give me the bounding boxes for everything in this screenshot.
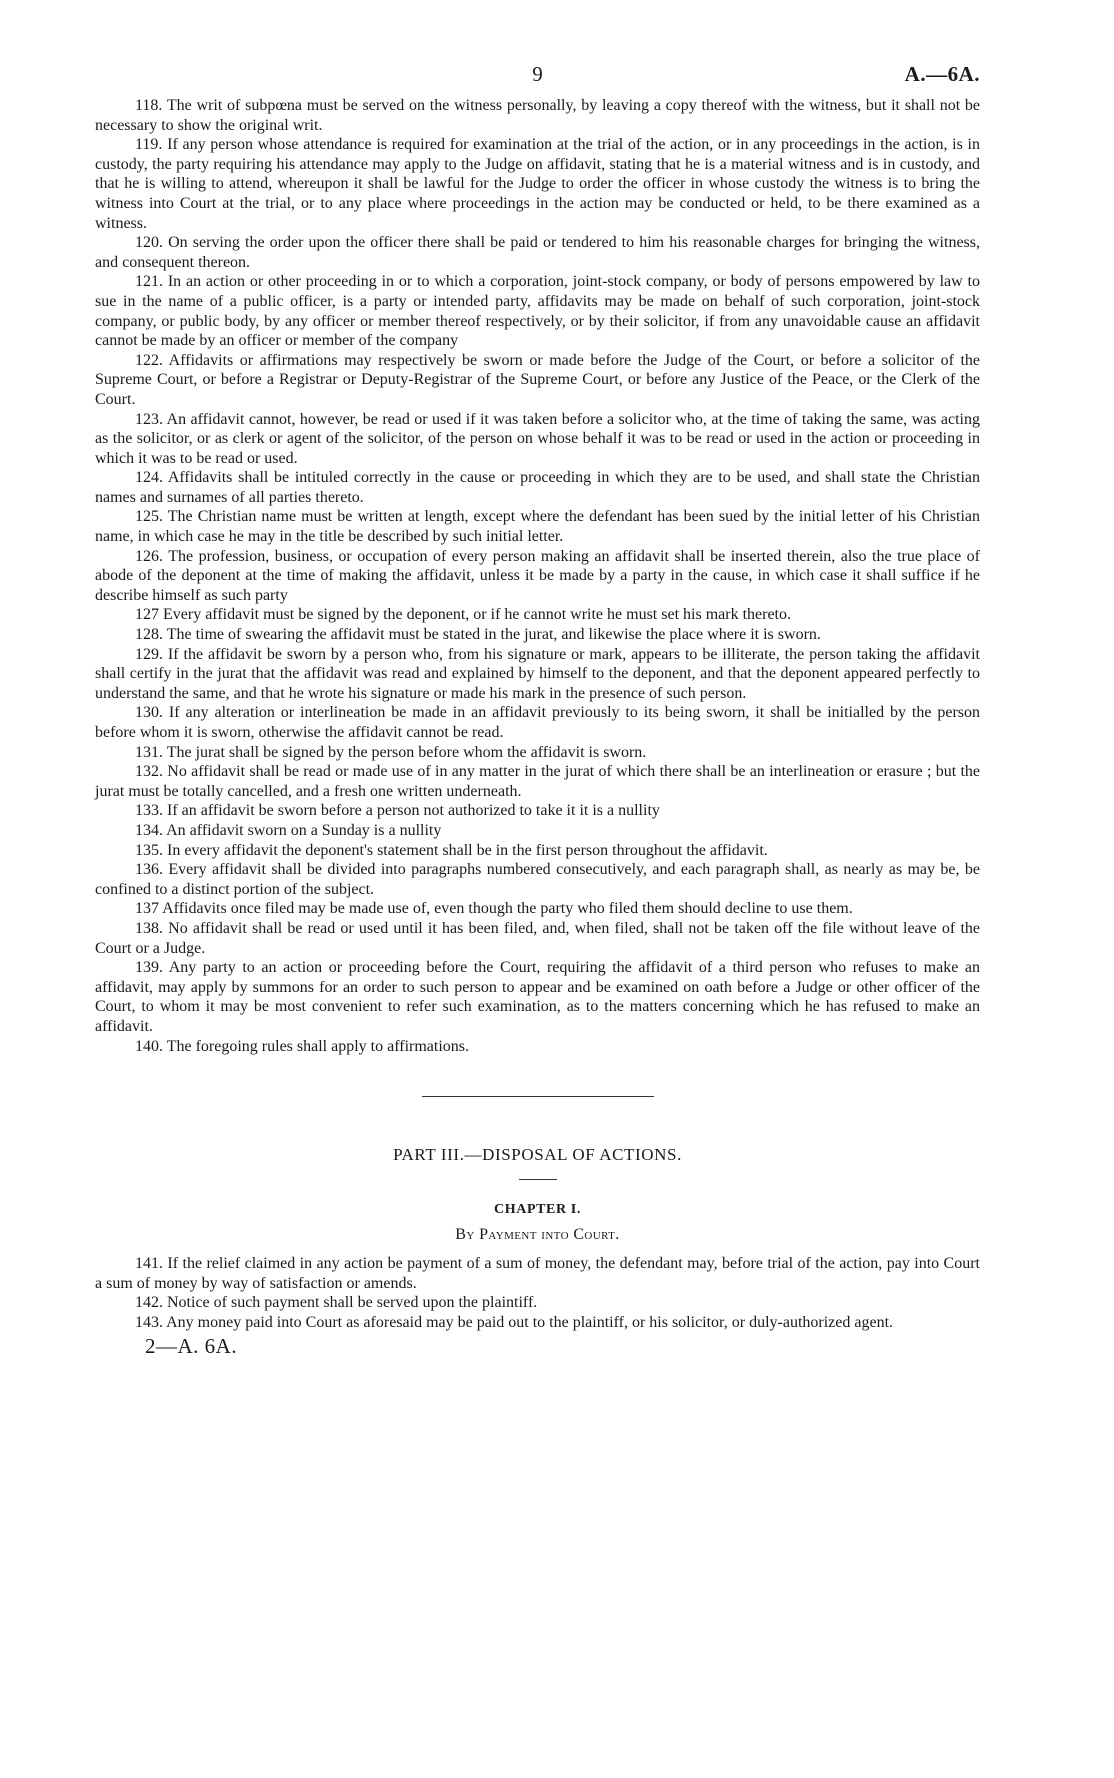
paragraph-134: 134. An affidavit sworn on a Sunday is a nullity bbox=[135, 821, 442, 839]
paragraph-138: 138. No affidavit shall be read or used until it has been filed, and, when filed, shall not be taken off the file without leave of the Court or a Judge. bbox=[95, 919, 980, 957]
section-divider bbox=[422, 1096, 654, 1097]
chapter-title: By Payment into Court. bbox=[455, 1226, 620, 1244]
paragraph-131: 131. The jurat shall be signed by the person before whom the affidavit is sworn. bbox=[135, 743, 647, 761]
paragraph-128: 128. The time of swearing the affidavit must be stated in the jurat, and likewise the place where it is sworn. bbox=[135, 626, 821, 644]
part-heading: PART III.—DISPOSAL OF ACTIONS. bbox=[393, 1145, 682, 1165]
paragraph-133: 133. If an affidavit be sworn before a person not authorized to take it it is a nullity bbox=[135, 802, 660, 820]
heading-divider bbox=[519, 1179, 557, 1180]
document-reference: A.—6A. bbox=[904, 62, 980, 86]
paragraph-119: 119. If any person whose attendance is required for examination at the trial of the action, or in any proceedings in the action, is in custody, the party requiring his attendance may apply to the Judge on affidavit, stating that he is a material witness and is in custody, and that he is willing to attend, whereupon it shall be lawful for the Judge to order the officer in whose custody the witness is to bring the witness into Court at the trial, or to any place where proceedings in the action may be conducted or held, to be there examined as a witness. bbox=[95, 136, 980, 232]
document-page bbox=[95, 62, 980, 1359]
paragraph-139: 139. Any party to an action or proceeding before the Court, requiring the affidavit of a third person who refuses to make an affidavit, may apply by summons for an order to such person to appear and be examined on oath before a Judge or other officer of the Court, to whom it may be most convenient to refer such examination, as to the matters concerning which he has refused to make an affidavit. bbox=[95, 959, 980, 1035]
paragraph-141: 141. If the relief claimed in any action be payment of a sum of money, the defendant may, before trial of the action, pay into Court a sum of money by way of satisfaction or amends. bbox=[95, 1255, 980, 1292]
paragraph-126: 126. The profession, business, or occupation of every person making an affidavit shall be inserted therein, also the true place of abode of the deponent at the time of making the affidavit, unless it be made by a party in the cause, in which case it shall suffice if he describe himself as such party bbox=[95, 547, 980, 604]
paragraph-130: 130. If any alteration or interlineation be made in an affidavit previously to its being sworn, it shall be initialled by the person before whom it is sworn, otherwise the affidavit cannot be read. bbox=[95, 704, 980, 741]
paragraph-132: 132. No affidavit shall be read or made use of in any matter in the jurat of which there shall be an interlineation or erasure ; but the jurat must be totally cancelled, and a fresh one written underneath. bbox=[95, 763, 980, 800]
paragraph-118: 118. The writ of subpœna must be served on the witness personally, by leaving a copy thereof with the witness, but it shall not be necessary to show the original writ. bbox=[95, 97, 980, 134]
paragraph-143: 143. Any money paid into Court as aforesaid may be paid out to the plaintiff, or his solicitor, or duly-authorized agent. bbox=[135, 1313, 894, 1331]
paragraph-129: 129. If the affidavit be sworn by a person who, from his signature or mark, appears to be illiterate, the person taking the affidavit shall certify in the jurat that the affidavit was read and explained by himself to the deponent, and that the deponent appeared perfectly to understand the same, and that he wrote his signature or made his mark in the presence of such person. bbox=[95, 645, 980, 702]
chapter-heading: CHAPTER I. bbox=[494, 1202, 581, 1218]
paragraph-136: 136. Every affidavit shall be divided into paragraphs numbered consecutively, and each paragraph shall, as nearly as may be, be confined to a distinct portion of the subject. bbox=[95, 861, 980, 898]
page-number: 9 bbox=[532, 62, 543, 86]
part2-body bbox=[95, 96, 980, 1056]
paragraph-123: 123. An affidavit cannot, however, be read or used if it was taken before a solicitor who, at the time of taking the same, was acting as the solicitor, or as clerk or agent of the solicitor, of the person on whose behalf it was to be read or used in the action or proceeding in which it was to be read or used. bbox=[95, 410, 980, 467]
paragraph-124: 124. Affidavits shall be intituled correctly in the cause or proceeding in which they are to be used, and shall state the Christian names and surnames of all parties thereto. bbox=[95, 469, 980, 506]
paragraph-137: 137 Affidavits once filed may be made use of, even though the party who filed them should decline to use them. bbox=[135, 900, 853, 918]
paragraph-127: 127 Every affidavit must be signed by the deponent, or if he cannot write he must set his mark thereto. bbox=[135, 606, 791, 624]
paragraph-121: 121. In an action or other proceeding in or to which a corporation, joint-stock company, or body of persons empowered by law to sue in the name of a public officer, is a party or intended party, affidavits may be made on behalf of such corporation, joint-stock company, or public body, by any officer or member thereof respectively, or by their solicitor, if from any unavoidable cause an affidavit cannot be made by an officer or member of the company bbox=[95, 273, 980, 350]
running-header bbox=[95, 62, 980, 96]
paragraph-125: 125. The Christian name must be written at length, except where the defendant has been sued by the initial letter of his Christian name, in which case he may in the title be described by such initial letter. bbox=[95, 508, 980, 546]
signature-mark: 2—A. 6A. bbox=[145, 1334, 238, 1359]
paragraph-135: 135. In every affidavit the deponent's statement shall be in the first person throughout the affidavit. bbox=[135, 841, 768, 859]
paragraph-122: 122. Affidavits or affirmations may respectively be sworn or made before the Judge of the Court, or before a solicitor of the Supreme Court, or before a Registrar or Deputy-Registrar of the Supreme Court, or before any Justice of the Peace, or the Clerk of the Court. bbox=[95, 351, 980, 408]
paragraph-140: 140. The foregoing rules shall apply to affirmations. bbox=[135, 1037, 470, 1055]
paragraph-142: 142. Notice of such payment shall be served upon the plaintiff. bbox=[135, 1294, 538, 1312]
paragraph-120: 120. On serving the order upon the officer there shall be paid or tendered to him his reasonable charges for bringing the witness, and consequent thereon. bbox=[95, 234, 980, 271]
part3-body bbox=[95, 1254, 980, 1332]
